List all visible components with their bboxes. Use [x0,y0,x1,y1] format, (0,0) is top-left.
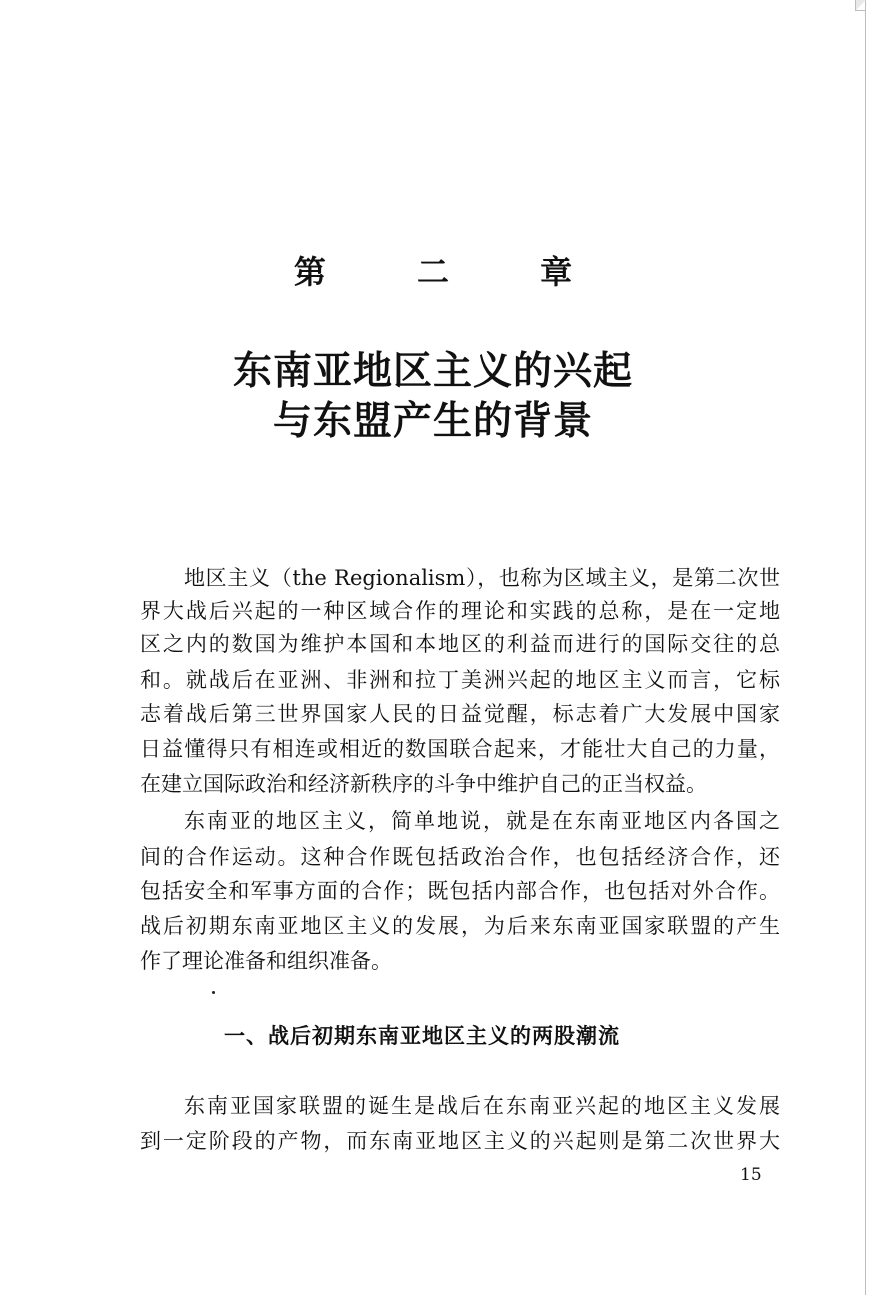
paragraph-2-line-3: 包括安全和军事方面的合作；既包括内部合作，也包括对外合作。 [140,879,780,903]
paragraph-2-line-1: 东南亚的地区主义，简单地说，就是在东南亚地区内各国之 [184,809,780,833]
paragraph-1-line-7: 在建立国际政治和经济新秩序的斗争中维护自己的正当权益。 [140,772,707,796]
paragraph-3-line-1: 东南亚国家联盟的诞生是战后在东南亚兴起的地区主义发展 [184,1094,780,1118]
paragraph-1-line-2: 界大战后兴起的一种区域合作的理论和实践的总称，是在一定地 [140,599,780,623]
paragraph-1-line-4: 和。就战后在亚洲、非洲和拉丁美洲兴起的地区主义而言，它标 [140,668,780,692]
chapter-title-line-2: 与东盟产生的背景 [272,398,593,444]
page-number: 15 [740,1165,762,1185]
paragraph-1-line-6: 日益懂得只有相连或相近的数国联合起来，才能壮大自己的力量， [140,737,780,761]
paragraph-3-line-2: 到一定阶段的产物，而东南亚地区主义的兴起则是第二次世界大 [140,1129,780,1153]
paragraph-2-line-2: 间的合作运动。这种合作既包括政治合作，也包括经济合作，还 [140,845,780,869]
paragraph-1-line-3: 区之内的数国为维护本国和本地区的利益而进行的国际交往的总 [140,632,780,656]
chapter-label: 第 二 章 [293,253,613,291]
chapter-title-line-1: 东南亚地区主义的兴起 [232,348,633,394]
paragraph-1-line-1: 地区主义（the Regionalism），也称为区域主义，是第二次世 [184,566,780,590]
section-heading: 一、战后初期东南亚地区主义的两股潮流 [224,1024,620,1048]
page-corner-fold-edge [855,0,866,11]
paragraph-2-line-4: 战后初期东南亚地区主义的发展，为后来东南亚国家联盟的产生 [140,914,780,938]
paragraph-1-line-5: 志着战后第三世界国家人民的日益觉醒，标志着广大发展中国家 [140,702,780,726]
scan-speck [212,991,215,994]
paragraph-2-line-5: 作了理论准备和组织准备。 [140,949,392,973]
